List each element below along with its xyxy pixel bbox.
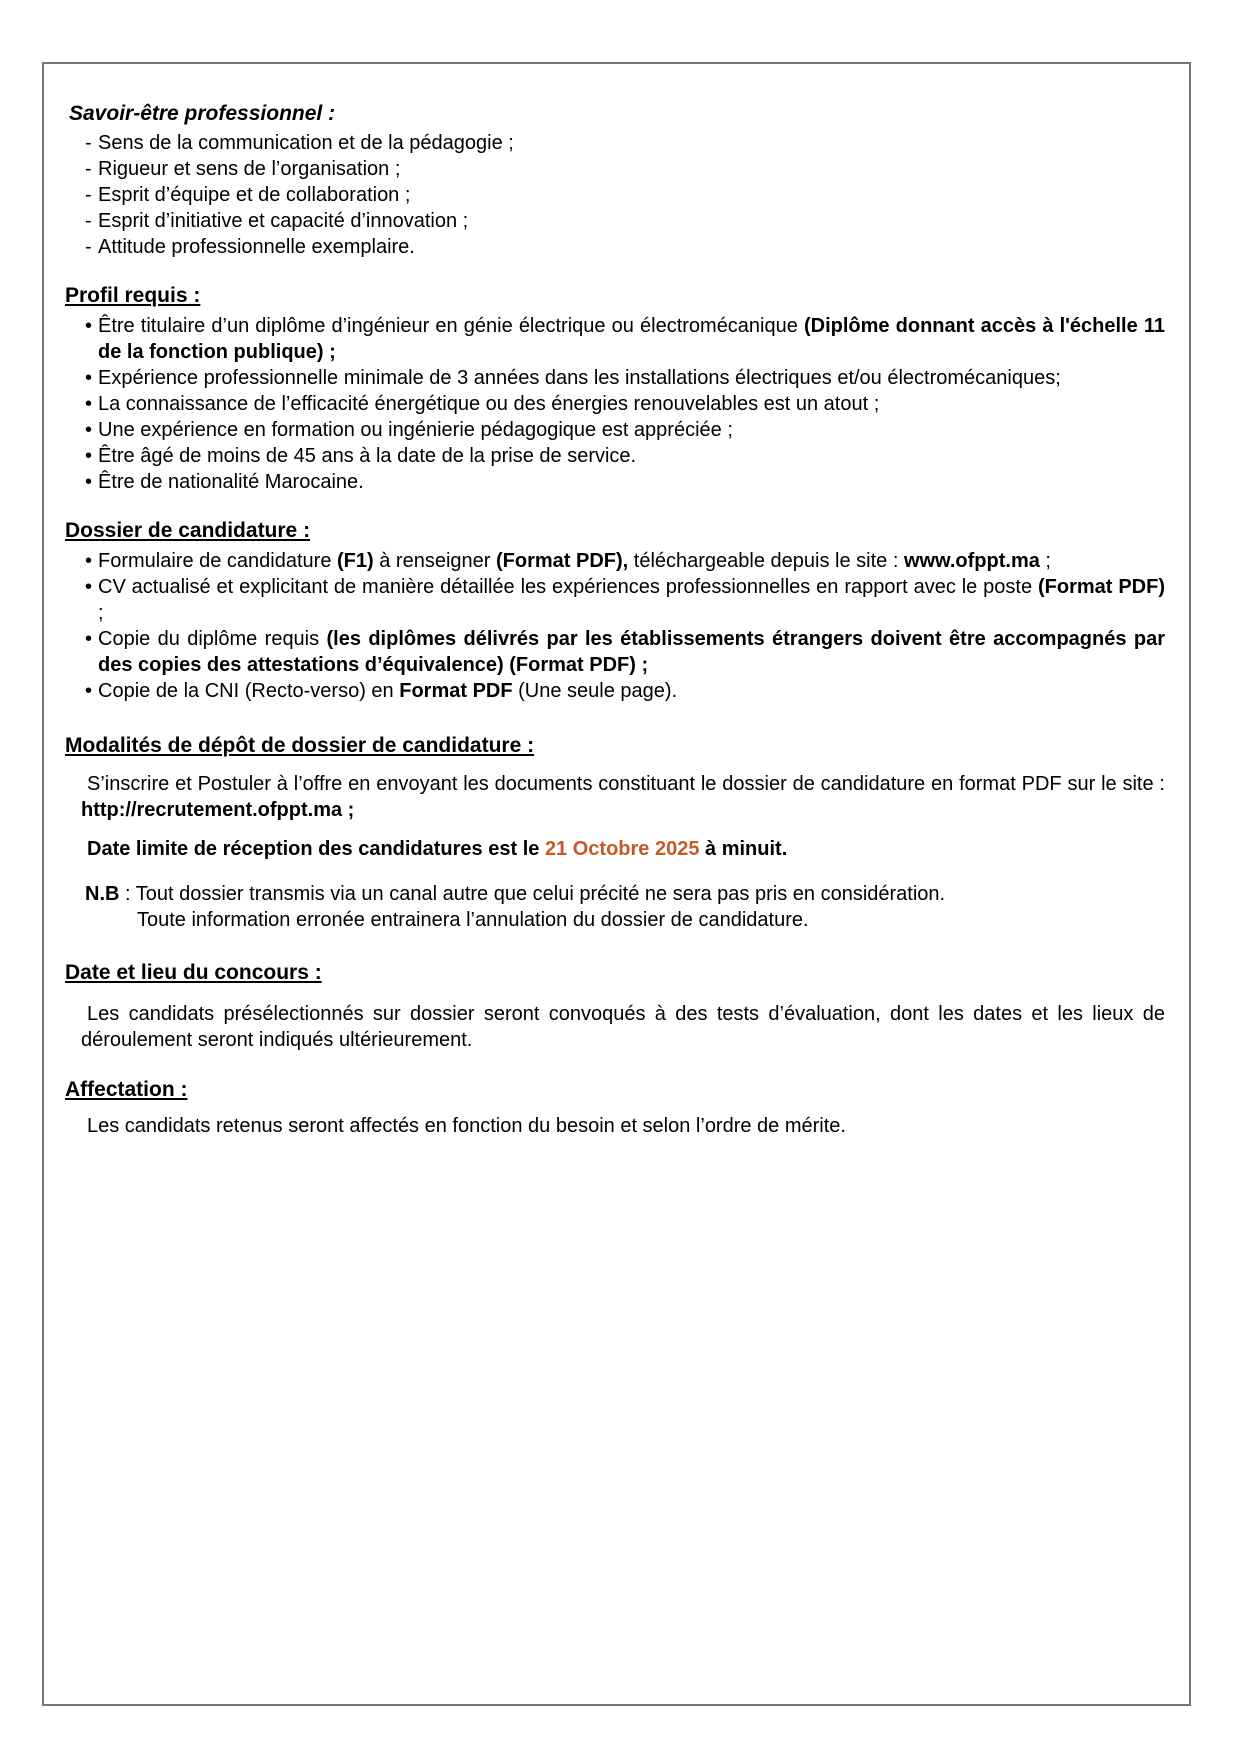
- nb-note-line-1: [85, 881, 1165, 907]
- list-marker: •: [85, 576, 93, 598]
- heading-date-lieu-concours: Date et lieu du concours :: [65, 961, 322, 984]
- list-marker: •: [85, 315, 93, 337]
- list-marker: •: [85, 445, 93, 467]
- text-run: Formulaire de candidature: [98, 550, 338, 572]
- text-run: (Format PDF),: [495, 550, 629, 572]
- text-run: ;: [1039, 550, 1051, 572]
- list-item: [85, 469, 1165, 495]
- text-run: S’inscrire et Postuler à l’offre en envoyant les documents constituant le dossier de candidature en format PDF sur le site :: [87, 773, 1165, 795]
- list-item-text: [98, 550, 1051, 572]
- list-item: [85, 391, 1165, 417]
- list-marker: •: [85, 419, 93, 441]
- list-marker: •: [85, 550, 93, 572]
- text-run: Copie de la CNI (Recto-verso) en: [98, 680, 400, 702]
- list-marker: -: [85, 184, 92, 206]
- list-marker: -: [85, 158, 92, 180]
- heading-modalites-depot: Modalités de dépôt de dossier de candidature :: [65, 734, 535, 757]
- list-item-text: [98, 367, 1061, 389]
- text-run: Format PDF: [399, 680, 513, 702]
- heading-affectation: Affectation :: [65, 1078, 188, 1101]
- text-run: téléchargeable depuis le site :: [628, 550, 904, 572]
- list-item: [85, 548, 1165, 574]
- list-item: [85, 417, 1165, 443]
- text-run: Les candidats présélectionnés sur dossier seront convoqués à des tests d’évaluation, dont les dates et les lieux de déroulement seront indiqués ultérieurement.: [81, 1003, 1165, 1051]
- list-item-text: [98, 315, 1165, 363]
- heading-savoir-etre: Savoir-être professionnel :: [69, 102, 336, 125]
- text-run: Toute information erronée entrainera l’annulation du dossier de candidature.: [137, 909, 809, 931]
- text-run: (Une seule page).: [512, 680, 678, 702]
- savoir-etre-list: [85, 130, 1165, 260]
- text-run: CV actualisé et explicitant de manière détaillée les expériences professionnelles en rapport avec le poste: [98, 576, 1038, 598]
- list-item-text: [98, 393, 879, 415]
- section-dossier-candidature: [65, 517, 1165, 704]
- list-item: [85, 678, 1165, 704]
- text-run: (Format PDF): [1038, 576, 1165, 598]
- text-run: Les candidats retenus seront affectés en fonction du besoin et selon l’ordre de mérite.: [87, 1115, 846, 1137]
- list-item-text: [98, 419, 733, 441]
- list-item-text: [98, 680, 677, 702]
- text-run: N.B: [85, 883, 120, 905]
- affectation-paragraph: [81, 1113, 1165, 1139]
- list-item-text: Rigueur et sens de l’organisation ;: [98, 158, 401, 180]
- section-affectation: [65, 1076, 1165, 1139]
- heading-profil-requis: Profil requis :: [65, 284, 201, 307]
- text-run: Une expérience en formation ou ingénierie pédagogique est appréciée ;: [98, 419, 733, 441]
- text-run: http://recrutement.ofppt.ma ;: [81, 799, 355, 821]
- text-run: Être âgé de moins de 45 ans à la date de la prise de service.: [98, 445, 637, 467]
- text-run: 21 Octobre 2025: [544, 838, 700, 860]
- deadline-line: [87, 836, 1165, 862]
- section-modalites-depot: [65, 732, 1165, 933]
- text-run: Être titulaire d’un diplôme d’ingénieur en génie électrique ou électromécanique: [98, 315, 804, 337]
- text-run: Copie du diplôme requis: [98, 628, 327, 650]
- text-run: : Tout dossier transmis via un canal autre que celui précité ne sera pas pris en considération.: [119, 883, 946, 905]
- list-item: [85, 574, 1165, 626]
- list-marker: •: [85, 471, 93, 493]
- list-item-text: Esprit d’initiative et capacité d’innovation ;: [98, 210, 469, 232]
- list-item-text: Esprit d’équipe et de collaboration ;: [98, 184, 411, 206]
- list-item: [85, 208, 1165, 234]
- text-run: Être de nationalité Marocaine.: [98, 471, 364, 493]
- list-marker: •: [85, 393, 93, 415]
- list-item-text: [98, 628, 1165, 676]
- list-item: [85, 313, 1165, 365]
- text-run: (les diplômes délivrés par les établissements étrangers doivent être accompagnés par des copies des attestations d’équivalence) (Format PDF) ;: [98, 628, 1165, 676]
- list-item: [85, 234, 1165, 260]
- list-marker: •: [85, 680, 93, 702]
- list-item: [85, 443, 1165, 469]
- dossier-candidature-list: [85, 548, 1165, 704]
- text-run: (F1): [337, 550, 374, 572]
- text-run: www.ofppt.ma: [903, 550, 1040, 572]
- list-item: [85, 365, 1165, 391]
- text-run: (Diplôme donnant accès à l'échelle 11 de la fonction publique) ;: [98, 315, 1165, 363]
- text-run: à minuit.: [699, 838, 788, 860]
- list-item-text: Sens de la communication et de la pédagogie ;: [98, 132, 514, 154]
- nb-note-line-2: [137, 907, 1165, 933]
- list-item: [85, 130, 1165, 156]
- list-marker: -: [85, 236, 92, 258]
- list-item-text: [98, 576, 1165, 624]
- profil-requis-list: [85, 313, 1165, 495]
- list-item: [85, 626, 1165, 678]
- list-item-text: Attitude professionnelle exemplaire.: [98, 236, 415, 258]
- text-run: La connaissance de l’efficacité énergétique ou des énergies renouvelables est un atout ;: [98, 393, 880, 415]
- list-item: [85, 182, 1165, 208]
- text-run: à renseigner: [373, 550, 496, 572]
- text-run: ;: [98, 602, 104, 624]
- text-run: Date limite de réception des candidatures est le: [87, 838, 545, 860]
- list-item-text: [98, 445, 636, 467]
- text-run: Expérience professionnelle minimale de 3 années dans les installations électriques et/ou électromécaniques;: [98, 367, 1061, 389]
- list-marker: •: [85, 367, 93, 389]
- list-item-text: [98, 471, 364, 493]
- section-savoir-etre: [65, 100, 1165, 260]
- list-item: [85, 156, 1165, 182]
- concours-paragraph: [81, 1001, 1165, 1053]
- list-marker: •: [85, 628, 93, 650]
- section-date-lieu-concours: [65, 959, 1165, 1053]
- heading-dossier-candidature: Dossier de candidature :: [65, 519, 311, 542]
- section-profil-requis: [65, 282, 1165, 495]
- document-border-frame: [42, 62, 1191, 1706]
- modalites-paragraph: [81, 771, 1165, 823]
- list-marker: -: [85, 132, 92, 154]
- list-marker: -: [85, 210, 92, 232]
